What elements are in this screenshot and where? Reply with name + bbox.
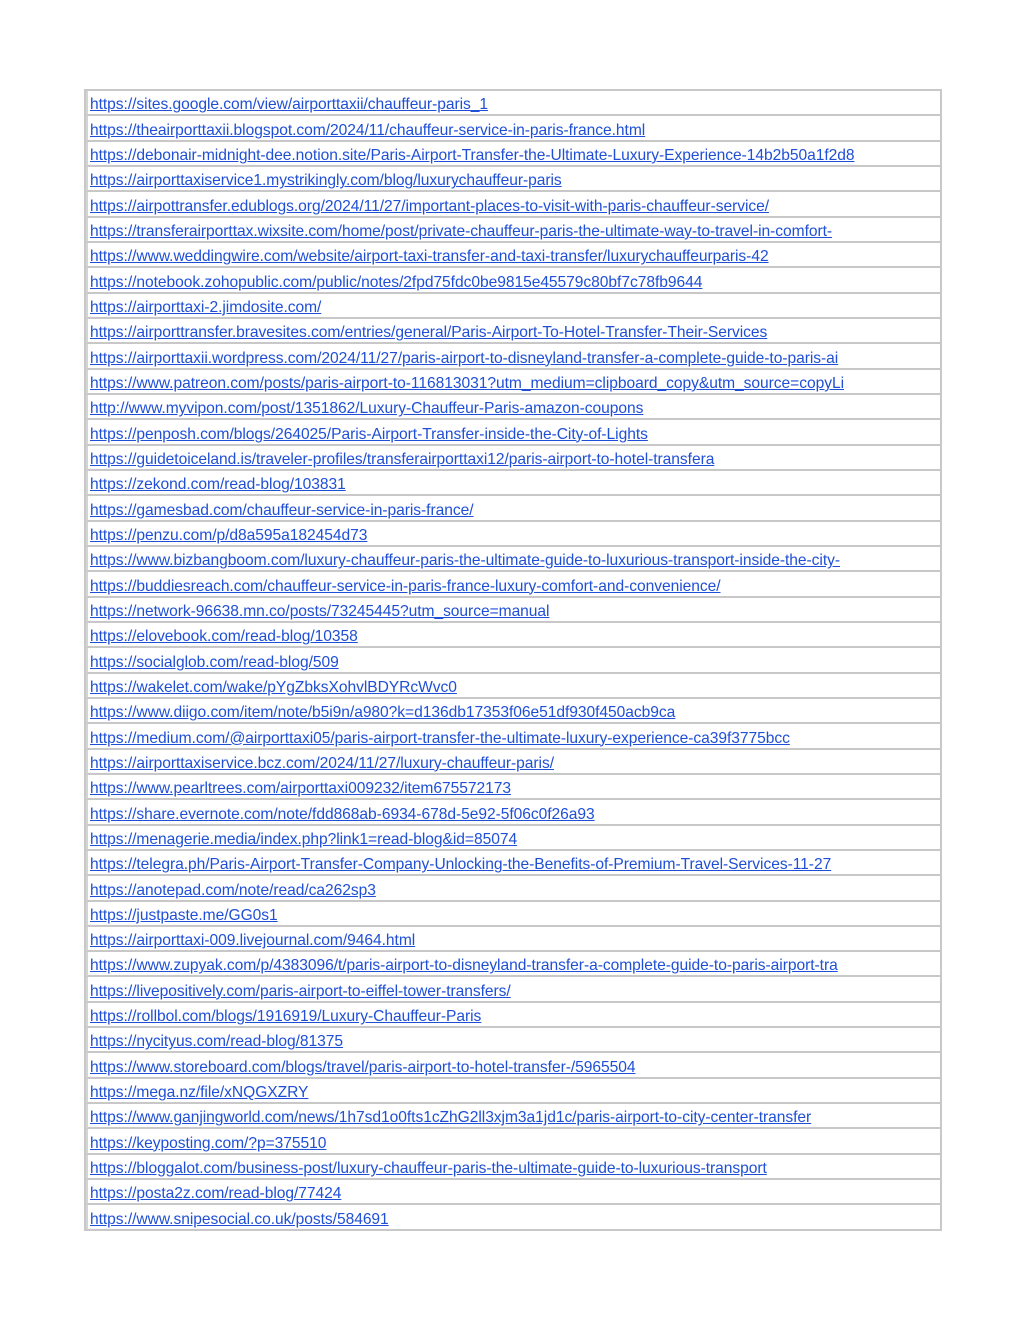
hyperlink[interactable]: https://guidetoiceland.is/traveler-profiles/transferairporttaxi12/paris-airport-to-hotel-transfera — [90, 450, 715, 468]
hyperlink[interactable]: https://mega.nz/file/xNQGXZRY — [90, 1084, 309, 1102]
hyperlink[interactable]: https://www.zupyak.com/p/4383096/t/paris-airport-to-disneyland-transfer-a-complete-guide-to-paris-airport-tra — [90, 957, 838, 975]
table-row — [86, 1003, 940, 1028]
hyperlink[interactable]: https://sites.google.com/view/airporttaxii/chauffeur-paris_1 — [90, 96, 489, 114]
table-row — [86, 370, 940, 395]
table-row — [86, 952, 940, 977]
hyperlink[interactable]: https://keyposting.com/?p=375510 — [90, 1134, 327, 1152]
table-row — [86, 1180, 940, 1205]
table-row — [86, 699, 940, 724]
link-table — [84, 89, 942, 1231]
hyperlink[interactable]: https://nycityus.com/read-blog/81375 — [90, 1033, 344, 1051]
hyperlink[interactable]: https://anotepad.com/note/read/ca262sp3 — [90, 881, 376, 899]
table-row — [86, 902, 940, 927]
hyperlink[interactable]: https://bloggalot.com/business-post/luxury-chauffeur-paris-the-ultimate-guide-to-luxurious-transport — [90, 1160, 767, 1178]
hyperlink[interactable]: https://www.snipesocial.co.uk/posts/584691 — [90, 1210, 389, 1228]
hyperlink[interactable]: https://gamesbad.com/chauffeur-service-in-paris-france/ — [90, 501, 474, 519]
table-row — [86, 648, 940, 673]
table-row — [86, 1079, 940, 1104]
table-row — [86, 395, 940, 420]
table-row — [86, 674, 940, 699]
hyperlink[interactable]: https://elovebook.com/read-blog/10358 — [90, 628, 358, 646]
table-row — [86, 598, 940, 623]
hyperlink[interactable]: https://transferairporttax.wixsite.com/home/post/private-chauffeur-paris-the-ultimate-way-to-travel-in-comfort- — [90, 222, 833, 240]
table-row — [86, 218, 940, 243]
hyperlink[interactable]: https://airporttaxii.wordpress.com/2024/11/27/paris-airport-to-disneyland-transfer-a-complete-guide-to-paris-ai — [90, 349, 839, 367]
table-row — [86, 471, 940, 496]
hyperlink[interactable]: https://network-96638.mn.co/posts/73245445?utm_source=manual — [90, 602, 550, 620]
table-row — [86, 1028, 940, 1053]
table-row — [86, 750, 940, 775]
hyperlink[interactable]: https://www.ganjingworld.com/news/1h7sd1o0fts1cZhG2ll3xjm3a1jd1c/paris-airport-to-city-center-transfer — [90, 1109, 812, 1127]
hyperlink[interactable]: https://www.diigo.com/item/note/b5i9n/a980?k=d136db17353f06e51df930f450acb9ca — [90, 704, 676, 722]
table-row — [86, 724, 940, 749]
hyperlink[interactable]: https://debonair-midnight-dee.notion.site/Paris-Airport-Transfer-the-Ultimate-Luxury-Experience-14b2b50a1f2d8 — [90, 146, 855, 164]
table-row — [86, 91, 940, 116]
table-row — [86, 116, 940, 141]
table-row — [86, 344, 940, 369]
table-row — [86, 623, 940, 648]
table-row — [86, 851, 940, 876]
hyperlink[interactable]: https://posta2z.com/read-blog/77424 — [90, 1185, 342, 1203]
hyperlink[interactable]: https://menagerie.media/index.php?link1=read-blog&id=85074 — [90, 830, 518, 848]
hyperlink[interactable]: https://www.patreon.com/posts/paris-airport-to-116813031?utm_medium=clipboard_copy&utm_source=copyLi — [90, 374, 845, 392]
hyperlink[interactable]: https://airporttaxiservice.bcz.com/2024/11/27/luxury-chauffeur-paris/ — [90, 754, 555, 772]
hyperlink[interactable]: https://airpottransfer.edublogs.org/2024/11/27/important-places-to-visit-with-paris-chauffeur-service/ — [90, 197, 770, 215]
hyperlink[interactable]: https://theairporttaxii.blogspot.com/2024/11/chauffeur-service-in-paris-france.html — [90, 121, 646, 139]
hyperlink[interactable]: https://share.evernote.com/note/fdd868ab-6934-678d-5e92-5f06c0f26a93 — [90, 805, 595, 823]
hyperlink[interactable]: https://airporttaxi-2.jimdosite.com/ — [90, 298, 322, 316]
table-row — [86, 775, 940, 800]
table-row — [86, 268, 940, 293]
hyperlink[interactable]: https://notebook.zohopublic.com/public/notes/2fpd75fdc0be9815e45579c80bf7c78fb9644 — [90, 273, 703, 291]
table-row — [86, 294, 940, 319]
hyperlink[interactable]: http://www.myvipon.com/post/1351862/Luxury-Chauffeur-Paris-amazon-coupons — [90, 400, 644, 418]
hyperlink[interactable]: https://zekond.com/read-blog/103831 — [90, 476, 346, 494]
table-row — [86, 800, 940, 825]
hyperlink[interactable]: https://wakelet.com/wake/pYgZbksXohvlBDYRcWvc0 — [90, 678, 457, 696]
hyperlink[interactable]: https://rollbol.com/blogs/1916919/Luxury-Chauffeur-Paris — [90, 1008, 482, 1026]
hyperlink[interactable]: https://www.storeboard.com/blogs/travel/paris-airport-to-hotel-transfer-/5965504 — [90, 1058, 636, 1076]
hyperlink[interactable]: https://www.bizbangboom.com/luxury-chauffeur-paris-the-ultimate-guide-to-luxurious-transport-inside-the-city- — [90, 552, 841, 570]
table-row — [86, 496, 940, 521]
hyperlink[interactable]: https://telegra.ph/Paris-Airport-Transfer-Company-Unlocking-the-Benefits-of-Premium-Travel-Services-11-27 — [90, 856, 832, 874]
hyperlink[interactable]: https://buddiesreach.com/chauffeur-service-in-paris-france-luxury-comfort-and-convenience/ — [90, 577, 721, 595]
table-row — [86, 1053, 940, 1078]
table-row — [86, 547, 940, 572]
hyperlink[interactable]: https://penposh.com/blogs/264025/Paris-Airport-Transfer-inside-the-City-of-Lights — [90, 425, 648, 443]
hyperlink[interactable]: https://socialglob.com/read-blog/509 — [90, 653, 339, 671]
hyperlink[interactable]: https://airporttransfer.bravesites.com/entries/general/Paris-Airport-To-Hotel-Transfer-Their-Services — [90, 324, 768, 342]
table-row — [86, 192, 940, 217]
hyperlink[interactable]: https://medium.com/@airporttaxi05/paris-airport-transfer-the-ultimate-luxury-experience-ca39f3775bcc — [90, 729, 790, 747]
table-row — [86, 142, 940, 167]
table-row — [86, 927, 940, 952]
table-row — [86, 319, 940, 344]
hyperlink[interactable]: https://www.weddingwire.com/website/airport-taxi-transfer-and-taxi-transfer/luxurychauffeurparis-42 — [90, 248, 769, 266]
table-row — [86, 446, 940, 471]
table-row — [86, 420, 940, 445]
hyperlink[interactable]: https://livepositively.com/paris-airport-to-eiffel-tower-transfers/ — [90, 982, 511, 1000]
hyperlink[interactable]: https://airporttaxi-009.livejournal.com/9464.html — [90, 932, 416, 950]
hyperlink[interactable]: https://airporttaxiservice1.mystrikingly.com/blog/luxurychauffeur-paris — [90, 172, 562, 190]
table-row — [86, 826, 940, 851]
table-row — [86, 1104, 940, 1129]
hyperlink[interactable]: https://www.pearltrees.com/airporttaxi009232/item675572173 — [90, 780, 511, 798]
table-row — [86, 522, 940, 547]
hyperlink[interactable]: https://penzu.com/p/d8a595a182454d73 — [90, 526, 368, 544]
table-row — [86, 167, 940, 192]
table-row — [86, 1155, 940, 1180]
table-row — [86, 876, 940, 901]
table-row — [86, 1205, 940, 1228]
table-row — [86, 977, 940, 1002]
table-row — [86, 1129, 940, 1154]
table-row — [86, 243, 940, 268]
table-row — [86, 572, 940, 597]
hyperlink[interactable]: https://justpaste.me/GG0s1 — [90, 906, 278, 924]
